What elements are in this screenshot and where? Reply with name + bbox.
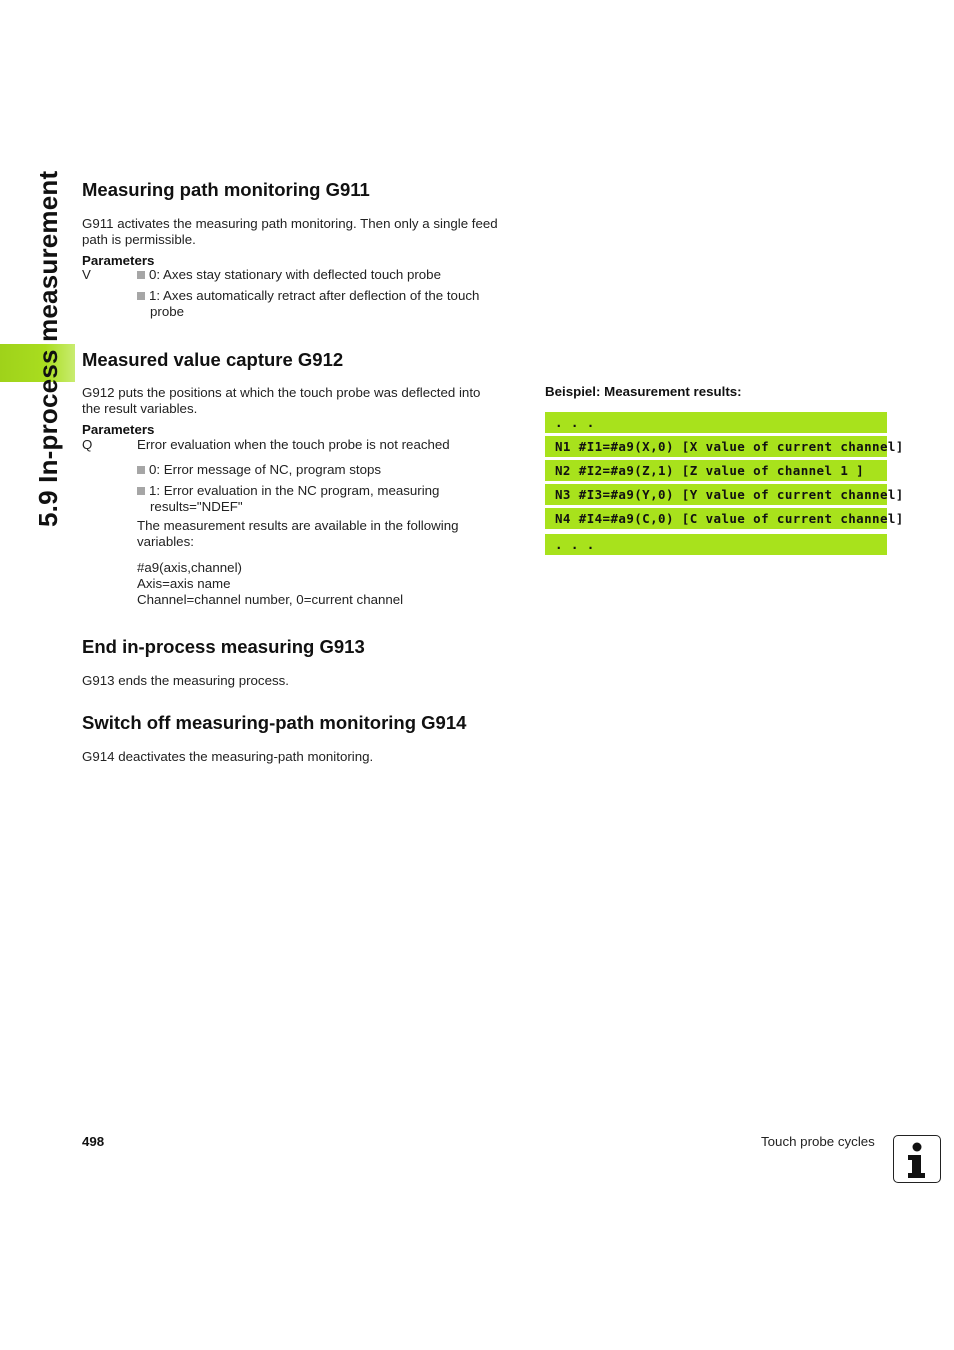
page-number: 498 (82, 1134, 105, 1149)
heading-g914: Switch off measuring-path monitoring G914 (82, 712, 467, 733)
code-line: N3 #I3=#a9(Y,0) [Y value of current channel] (545, 484, 887, 505)
heading-g911: Measuring path monitoring G911 (82, 179, 370, 200)
g912-parameters-label: Parameters (82, 422, 155, 437)
side-chapter-title: 5.9 In-process measurement (33, 170, 63, 527)
example-label: Beispiel: Measurement results: (545, 384, 742, 399)
g912-var-line-0: #a9(axis,channel) (137, 560, 242, 575)
heading-g912: Measured value capture G912 (82, 349, 344, 370)
info-icon (893, 1135, 941, 1183)
info-glyph-icon (894, 1136, 939, 1181)
chapter-name: Touch probe cycles (761, 1134, 875, 1149)
g912-param-letter: Q (82, 437, 93, 452)
code-line: N2 #I2=#a9(Z,1) [Z value of channel 1 ] (545, 460, 887, 481)
g911-param-letter: V (82, 267, 91, 282)
code-line: N4 #I4=#a9(C,0) [C value of current channel] (545, 508, 887, 529)
g912-option-0: 0: Error message of NC, program stops (137, 462, 381, 478)
g912-option-1-cont: results="NDEF" (150, 499, 243, 514)
g912-option-1: 1: Error evaluation in the NC program, measuring (137, 483, 439, 499)
g912-description-line1: G912 puts the positions at which the touch probe was deflected into (82, 385, 481, 400)
g914-description: G914 deactivates the measuring-path monitoring. (82, 749, 374, 764)
bullet-square-icon (137, 466, 145, 474)
g911-parameters-label: Parameters (82, 253, 155, 268)
g912-param-desc: Error evaluation when the touch probe is not reached (137, 437, 450, 452)
g912-var-line-2: Channel=channel number, 0=current channel (137, 592, 404, 607)
g912-results-line1: The measurement results are available in the following (137, 518, 459, 533)
bullet-square-icon (137, 487, 145, 495)
heading-g913: End in-process measuring G913 (82, 636, 365, 657)
g911-option-0: 0: Axes stay stationary with deflected touch probe (137, 267, 441, 283)
g911-option-1: 1: Axes automatically retract after deflection of the touch (137, 288, 479, 304)
bullet-square-icon (137, 292, 145, 300)
code-line: . . . (545, 412, 887, 433)
g912-results-line2: variables: (137, 534, 194, 549)
g912-description-line2: the result variables. (82, 401, 198, 416)
code-line: . . . (545, 534, 887, 555)
code-line: N1 #I1=#a9(X,0) [X value of current channel] (545, 436, 887, 457)
g912-var-line-1: Axis=axis name (137, 576, 231, 591)
bullet-square-icon (137, 271, 145, 279)
g911-option-1-cont: probe (150, 304, 185, 319)
g913-description: G913 ends the measuring process. (82, 673, 289, 688)
g911-description: G911 activates the measuring path monitoring. Then only a single feed path is permissible. (82, 216, 498, 247)
